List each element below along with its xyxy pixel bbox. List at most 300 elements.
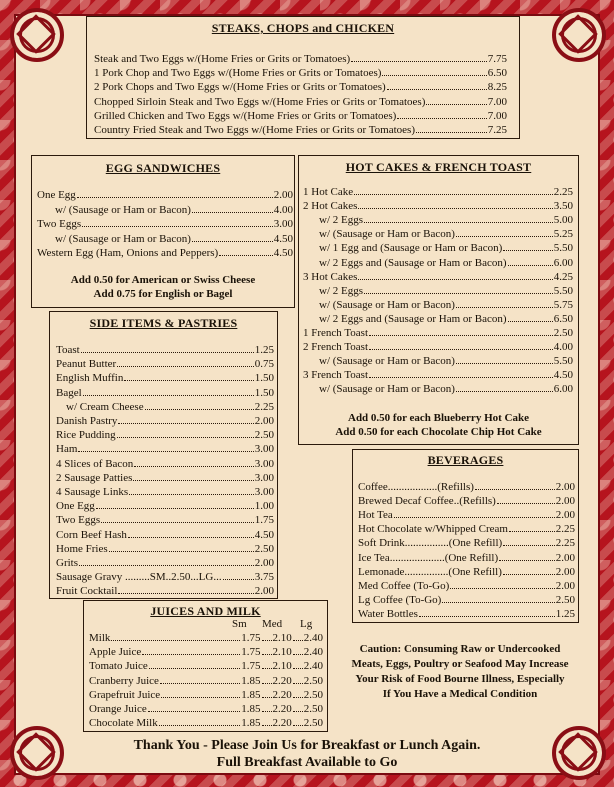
item-price: 2.50 bbox=[254, 429, 274, 442]
menu-item bbox=[37, 246, 293, 260]
menu-item bbox=[94, 80, 507, 94]
section-title: SIDE ITEMS & PASTRIES bbox=[89, 316, 238, 330]
menu-item bbox=[89, 631, 323, 645]
price-small: 1.75 bbox=[241, 632, 261, 644]
item-label: Bagel bbox=[56, 386, 82, 399]
item-label: Grilled Chicken and Two Eggs w/(Home Fries or Grits or Tomatoes) bbox=[94, 109, 397, 122]
menu-item bbox=[303, 270, 573, 284]
dot-leader bbox=[117, 428, 254, 438]
item-label: One Egg bbox=[56, 500, 95, 513]
menu-item bbox=[94, 95, 507, 109]
dot-leader bbox=[503, 241, 552, 251]
menu-item bbox=[56, 428, 274, 442]
item-price: 4.50 bbox=[273, 232, 293, 245]
price-small: 1.85 bbox=[241, 717, 261, 730]
item-label: Home Fries bbox=[56, 542, 108, 555]
dot-leader bbox=[351, 52, 487, 62]
item-price: 1.25 bbox=[555, 607, 575, 620]
item-price: 3.00 bbox=[254, 471, 274, 484]
item-label: w/ (Sausage or Ham or Bacon) bbox=[319, 383, 455, 396]
dot-leader bbox=[387, 80, 487, 90]
dot-leader bbox=[128, 528, 254, 538]
price-large: 2.40 bbox=[303, 646, 323, 659]
menu-item bbox=[89, 716, 323, 730]
item-price: 4.25 bbox=[553, 270, 573, 283]
item-label: Med Coffee (To-Go) bbox=[358, 579, 450, 592]
dot-leader bbox=[262, 688, 272, 698]
item-price: 5.50 bbox=[553, 284, 573, 297]
dot-leader bbox=[416, 123, 487, 133]
dot-leader bbox=[133, 471, 253, 481]
item-price: 5.50 bbox=[553, 242, 573, 255]
item-price: 5.75 bbox=[553, 298, 573, 311]
dot-leader bbox=[83, 386, 254, 396]
item-label: w/ (Sausage or Ham or Bacon) bbox=[55, 203, 191, 216]
item-price: 8.25 bbox=[487, 81, 507, 94]
item-label: 1 Hot Cake bbox=[303, 186, 354, 198]
dot-leader bbox=[262, 645, 272, 655]
dot-leader bbox=[293, 702, 303, 712]
item-price: 3.75 bbox=[254, 571, 274, 584]
item-price: 3.00 bbox=[254, 457, 274, 470]
dot-leader bbox=[149, 659, 240, 669]
menu-item bbox=[56, 556, 274, 570]
dot-leader bbox=[293, 659, 303, 669]
dot-leader bbox=[79, 556, 254, 566]
item-label: Grapefruit Juice bbox=[89, 688, 161, 701]
section-title: JUICES AND MILK bbox=[150, 604, 261, 618]
item-price: 2.00 bbox=[555, 565, 575, 578]
menu-item bbox=[56, 442, 274, 456]
caution-notice bbox=[330, 642, 590, 702]
dot-leader bbox=[82, 217, 273, 227]
dot-leader bbox=[161, 688, 240, 698]
menu-item bbox=[89, 645, 323, 659]
item-label: w/ 2 Eggs and (Sausage or Ham or Bacon) bbox=[319, 256, 507, 269]
price-medium: 2.20 bbox=[272, 688, 292, 701]
dot-leader bbox=[426, 95, 486, 105]
dot-leader bbox=[111, 631, 240, 641]
price-small: 1.75 bbox=[241, 646, 261, 659]
item-label: Coffee..................(Refills) bbox=[358, 481, 474, 493]
menu-item bbox=[303, 368, 573, 382]
price-small: 1.75 bbox=[241, 660, 261, 673]
price-large: 2.40 bbox=[303, 632, 323, 644]
item-label: 2 Sausage Patties bbox=[56, 471, 133, 484]
item-label: Chopped Sirloin Steak and Two Eggs w/(Home Fries or Grits or Tomatoes) bbox=[94, 95, 426, 108]
dot-leader bbox=[369, 326, 553, 336]
dot-leader bbox=[397, 109, 486, 119]
dot-leader bbox=[503, 536, 555, 546]
item-label: w/ 1 Egg and (Sausage or Ham or Bacon) bbox=[319, 242, 503, 255]
footer-to-go: Full Breakfast Available to Go bbox=[216, 755, 398, 770]
item-label: Rice Pudding bbox=[56, 429, 116, 442]
dot-leader bbox=[382, 66, 486, 76]
menu-item bbox=[56, 386, 274, 400]
steaks-section bbox=[86, 16, 520, 139]
menu-item bbox=[358, 607, 575, 621]
item-price: 2.00 bbox=[555, 495, 575, 508]
menu-item bbox=[56, 414, 274, 428]
dot-leader bbox=[293, 645, 303, 655]
menu-item bbox=[358, 551, 575, 565]
price-large: 2.50 bbox=[303, 717, 323, 730]
dot-leader bbox=[81, 343, 254, 353]
item-label: w/ 2 Eggs and (Sausage or Ham or Bacon) bbox=[319, 312, 507, 325]
item-label: Chocolate Milk bbox=[89, 717, 158, 730]
item-label: English Muffin bbox=[56, 372, 124, 385]
item-price: 6.50 bbox=[553, 312, 573, 325]
menu-item bbox=[303, 326, 573, 340]
dot-leader bbox=[192, 232, 273, 242]
caution-line: If You Have a Medical Condition bbox=[382, 688, 538, 700]
dot-leader bbox=[148, 702, 241, 712]
item-label: w/ 2 Eggs bbox=[319, 214, 363, 227]
dot-leader bbox=[118, 414, 253, 424]
item-price: 2.00 bbox=[254, 557, 274, 569]
dot-leader bbox=[419, 607, 555, 617]
dot-leader bbox=[262, 659, 272, 669]
dot-leader bbox=[219, 246, 273, 256]
menu-item bbox=[319, 241, 573, 255]
item-label: w/ (Sausage or Ham or Bacon) bbox=[319, 298, 455, 311]
item-price: 2.00 bbox=[555, 481, 575, 493]
dot-leader bbox=[456, 298, 553, 308]
dot-leader bbox=[364, 284, 553, 294]
juices-section bbox=[83, 600, 328, 732]
item-label: One Egg bbox=[37, 189, 76, 201]
note: Add 0.50 for American or Swiss Cheese bbox=[70, 274, 256, 286]
item-label: Orange Juice bbox=[89, 703, 147, 715]
dot-leader bbox=[450, 579, 554, 589]
item-price: 7.00 bbox=[487, 95, 507, 108]
item-label: Corn Beef Hash bbox=[56, 528, 127, 541]
item-label: Soft Drink................(One Refill) bbox=[358, 537, 503, 550]
menu-item bbox=[55, 203, 293, 217]
item-price: 3.50 bbox=[553, 200, 573, 213]
dot-leader bbox=[101, 513, 254, 523]
item-label: Steak and Two Eggs w/(Home Fries or Grits or Tomatoes) bbox=[94, 53, 351, 65]
menu-item bbox=[358, 522, 575, 536]
item-price: 2.00 bbox=[555, 551, 575, 564]
menu-item bbox=[89, 674, 323, 688]
menu-item bbox=[319, 213, 573, 227]
item-price: 3.00 bbox=[254, 486, 274, 498]
price-medium: 2.20 bbox=[272, 703, 292, 715]
item-price: 7.75 bbox=[487, 53, 507, 65]
menu-item bbox=[358, 480, 575, 494]
menu-item bbox=[319, 284, 573, 298]
item-price: 0.75 bbox=[254, 358, 274, 371]
menu-item bbox=[55, 232, 293, 246]
item-label: Cranberry Juice bbox=[89, 674, 159, 687]
dot-leader bbox=[77, 188, 273, 198]
price-medium: 2.20 bbox=[272, 717, 292, 730]
dot-leader bbox=[78, 442, 253, 452]
menu-item bbox=[37, 188, 293, 202]
item-label: w/ (Sausage or Ham or Bacon) bbox=[55, 232, 191, 245]
menu-item bbox=[94, 52, 507, 66]
dot-leader bbox=[293, 688, 303, 698]
menu-item bbox=[56, 471, 274, 485]
dot-leader bbox=[134, 457, 253, 467]
price-small: 1.85 bbox=[241, 688, 261, 701]
item-label: 2 Pork Chops and Two Eggs w/(Home Fries or Grits or Tomatoes) bbox=[94, 81, 386, 94]
price-large: 2.50 bbox=[303, 703, 323, 715]
item-label: Danish Pastry bbox=[56, 415, 118, 427]
item-price: 6.50 bbox=[487, 67, 507, 80]
item-label: 1 French Toast bbox=[303, 327, 369, 339]
footer-thank-you: Thank You - Please Join Us for Breakfast or Lunch Again. bbox=[133, 738, 481, 753]
menu-item bbox=[319, 382, 573, 396]
item-label: 2 French Toast bbox=[303, 341, 369, 354]
item-label: Two Eggs bbox=[56, 514, 101, 527]
menu-item bbox=[319, 354, 573, 368]
item-label: Country Fried Steak and Two Eggs w/(Home Fries or Grits or Tomatoes) bbox=[94, 124, 415, 136]
section-title: STEAKS, CHOPS and CHICKEN bbox=[211, 21, 395, 35]
dot-leader bbox=[118, 584, 253, 594]
dot-leader bbox=[109, 542, 254, 552]
item-price: 1.00 bbox=[254, 500, 274, 513]
dot-leader bbox=[262, 674, 272, 684]
menu-item bbox=[94, 123, 507, 137]
item-price: 4.50 bbox=[254, 528, 274, 541]
item-price: 5.00 bbox=[553, 214, 573, 227]
menu-item bbox=[319, 312, 573, 326]
dot-leader bbox=[369, 368, 553, 378]
menu-item bbox=[37, 217, 293, 231]
item-label: 3 Hot Cakes bbox=[303, 270, 358, 283]
side-items-section bbox=[49, 311, 278, 599]
item-price: 6.00 bbox=[553, 383, 573, 396]
dot-leader bbox=[124, 371, 253, 381]
item-price: 7.25 bbox=[487, 124, 507, 136]
dot-leader bbox=[293, 716, 303, 726]
dot-leader bbox=[358, 199, 552, 209]
item-label: 3 French Toast bbox=[303, 369, 369, 382]
menu-item bbox=[89, 702, 323, 716]
item-label: Lemonade................(One Refill) bbox=[358, 565, 502, 578]
price-large: 2.50 bbox=[303, 688, 323, 701]
item-price: 2.25 bbox=[553, 186, 573, 198]
caution-line: Caution: Consuming Raw or Undercooked bbox=[359, 643, 561, 655]
menu-item bbox=[94, 109, 507, 123]
dot-leader bbox=[503, 565, 555, 575]
item-price: 2.50 bbox=[254, 542, 274, 555]
menu-item bbox=[56, 343, 274, 357]
menu-item bbox=[94, 66, 507, 80]
menu-item bbox=[358, 579, 575, 593]
dot-leader bbox=[262, 716, 272, 726]
menu-item bbox=[56, 371, 274, 385]
menu-item bbox=[358, 536, 575, 550]
dot-leader bbox=[293, 631, 303, 641]
note: Add 0.75 for English or Bagel bbox=[93, 288, 233, 300]
item-price: 5.25 bbox=[553, 228, 573, 241]
menu-item bbox=[89, 688, 323, 702]
item-label: Water Bottles bbox=[358, 607, 418, 620]
menu-item bbox=[56, 499, 274, 513]
dot-leader bbox=[509, 522, 555, 532]
size-header: Med bbox=[262, 618, 283, 630]
item-price: 1.25 bbox=[254, 344, 274, 356]
item-price: 2.00 bbox=[254, 585, 274, 598]
item-label: Two Eggs bbox=[37, 218, 82, 230]
dot-leader bbox=[262, 631, 272, 641]
item-label: Hot Chocolate w/Whipped Cream bbox=[358, 523, 508, 536]
price-small: 1.85 bbox=[241, 703, 261, 715]
menu-item bbox=[56, 542, 274, 556]
menu-item bbox=[319, 256, 573, 270]
item-price: 2.50 bbox=[553, 327, 573, 339]
dot-leader bbox=[159, 716, 241, 726]
menu-item bbox=[358, 593, 575, 607]
dot-leader bbox=[96, 499, 254, 509]
item-price: 6.00 bbox=[553, 256, 573, 269]
item-price: 3.00 bbox=[273, 218, 293, 230]
menu-item bbox=[56, 528, 274, 542]
egg-sandwiches-section bbox=[31, 155, 295, 308]
dot-leader bbox=[456, 354, 553, 364]
menu-item bbox=[89, 659, 323, 673]
dot-leader bbox=[364, 213, 553, 223]
item-price: 7.00 bbox=[487, 109, 507, 122]
dot-leader bbox=[508, 256, 553, 266]
item-price: 4.00 bbox=[553, 341, 573, 354]
menu-item bbox=[303, 185, 573, 199]
item-label: 4 Slices of Bacon bbox=[56, 457, 134, 470]
dot-leader bbox=[497, 494, 555, 504]
hot-cakes-section bbox=[298, 155, 579, 445]
dot-leader bbox=[129, 485, 254, 495]
menu-item bbox=[358, 508, 575, 522]
beverages-section bbox=[352, 449, 579, 623]
menu-item bbox=[56, 357, 274, 371]
menu-item bbox=[56, 570, 274, 584]
item-price: 2.00 bbox=[555, 579, 575, 592]
item-label: Sausage Gravy .........SM..2.50...LG... bbox=[56, 571, 222, 584]
dot-leader bbox=[499, 551, 555, 561]
item-label: Hot Tea bbox=[358, 509, 393, 522]
size-header: Lg bbox=[300, 618, 313, 630]
item-price: 2.25 bbox=[555, 537, 575, 550]
section-title: HOT CAKES & FRENCH TOAST bbox=[345, 160, 532, 174]
price-medium: 2.10 bbox=[272, 632, 292, 644]
item-label: Grits bbox=[56, 557, 78, 569]
item-price: 4.00 bbox=[273, 203, 293, 216]
item-label: Milk bbox=[89, 632, 111, 644]
dot-leader bbox=[142, 645, 240, 655]
menu-item bbox=[56, 513, 274, 527]
item-label: 1 Pork Chop and Two Eggs w/(Home Fries or Grits or Tomatoes) bbox=[94, 67, 382, 80]
price-medium: 2.10 bbox=[272, 660, 292, 673]
item-price: 2.00 bbox=[555, 509, 575, 522]
item-label: Tomato Juice bbox=[89, 660, 148, 673]
dot-leader bbox=[358, 270, 552, 280]
price-small: 1.85 bbox=[241, 674, 261, 687]
item-price: 1.50 bbox=[254, 372, 274, 385]
menu-item bbox=[56, 485, 274, 499]
dot-leader bbox=[293, 674, 303, 684]
item-price: 3.00 bbox=[254, 443, 274, 456]
menu-item bbox=[358, 494, 575, 508]
menu-item bbox=[319, 227, 573, 241]
dot-leader bbox=[223, 570, 254, 580]
menu-item bbox=[358, 565, 575, 579]
item-label: Peanut Butter bbox=[56, 358, 117, 371]
item-label: Brewed Decaf Coffee..(Refills) bbox=[358, 495, 496, 508]
menu-item bbox=[56, 584, 274, 598]
dot-leader bbox=[442, 593, 554, 603]
price-medium: 2.10 bbox=[272, 646, 292, 659]
dot-leader bbox=[117, 357, 254, 367]
dot-leader bbox=[508, 312, 553, 322]
item-price: 5.50 bbox=[553, 355, 573, 368]
size-header: Sm bbox=[232, 618, 247, 630]
menu-item bbox=[303, 340, 573, 354]
item-label: w/ (Sausage or Ham or Bacon) bbox=[319, 228, 455, 241]
item-price: 2.50 bbox=[555, 593, 575, 606]
dot-leader bbox=[456, 227, 553, 237]
price-large: 2.50 bbox=[303, 674, 323, 687]
item-label: Ham bbox=[56, 443, 78, 456]
section-title: EGG SANDWICHES bbox=[105, 161, 221, 175]
item-label: Apple Juice bbox=[89, 646, 142, 659]
dot-leader bbox=[369, 340, 553, 350]
dot-leader bbox=[394, 508, 555, 518]
dot-leader bbox=[145, 400, 254, 410]
item-label: Western Egg (Ham, Onions and Peppers) bbox=[37, 247, 219, 259]
item-label: Ice Tea....................(One Refill) bbox=[358, 551, 499, 564]
item-label: Fruit Cocktail bbox=[56, 585, 118, 598]
item-price: 1.75 bbox=[254, 514, 274, 527]
caution-line: Meats, Eggs, Poultry or Seafood May Increase bbox=[351, 658, 569, 670]
item-label: Lg Coffee (To-Go) bbox=[358, 593, 442, 606]
item-label: w/ Cream Cheese bbox=[66, 400, 144, 413]
dot-leader bbox=[475, 480, 555, 490]
menu-item bbox=[303, 199, 573, 213]
item-price: 4.50 bbox=[553, 369, 573, 382]
note: Add 0.50 for each Blueberry Hot Cake bbox=[348, 412, 529, 424]
item-price: 2.25 bbox=[555, 523, 575, 536]
item-label: Toast bbox=[56, 344, 80, 356]
dot-leader bbox=[192, 203, 273, 213]
price-large: 2.40 bbox=[303, 660, 323, 673]
dot-leader bbox=[160, 674, 240, 684]
note: Add 0.50 for each Chocolate Chip Hot Cake bbox=[335, 426, 542, 438]
menu-item bbox=[319, 298, 573, 312]
celtic-knot-ornament bbox=[552, 8, 606, 62]
item-label: 4 Sausage Links bbox=[56, 486, 129, 498]
item-price: 1.50 bbox=[254, 386, 274, 399]
menu-item bbox=[56, 457, 274, 471]
item-label: w/ (Sausage or Ham or Bacon) bbox=[319, 355, 455, 368]
section-title: BEVERAGES bbox=[427, 453, 504, 467]
item-label: 2 Hot Cakes bbox=[303, 200, 358, 213]
menu-item bbox=[66, 400, 274, 414]
dot-leader bbox=[456, 382, 553, 392]
item-price: 2.25 bbox=[254, 400, 274, 413]
price-medium: 2.20 bbox=[272, 674, 292, 687]
item-price: 2.00 bbox=[273, 189, 293, 201]
celtic-knot-ornament bbox=[10, 8, 64, 62]
dot-leader bbox=[262, 702, 272, 712]
item-price: 4.50 bbox=[273, 247, 293, 259]
caution-line: Your Risk of Food Bourne Illness, Especially bbox=[355, 673, 565, 685]
item-price: 2.00 bbox=[254, 415, 274, 427]
item-label: w/ 2 Eggs bbox=[319, 284, 363, 297]
dot-leader bbox=[354, 185, 553, 195]
